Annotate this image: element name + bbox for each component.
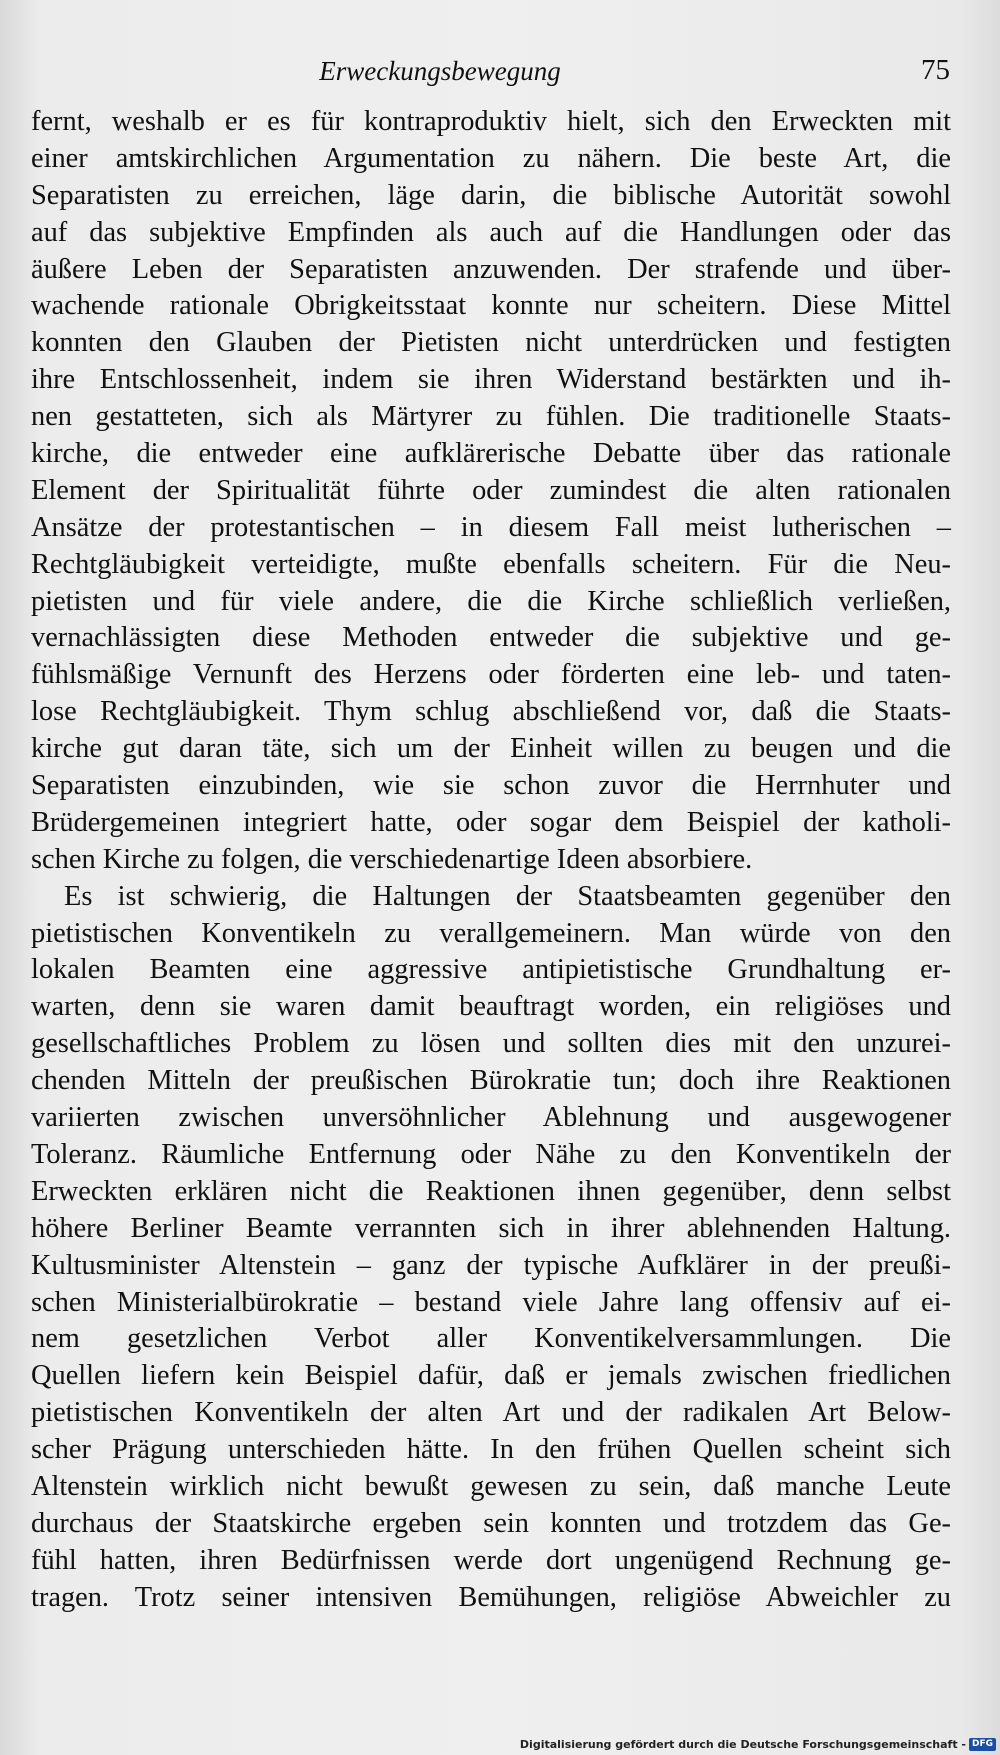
text-line: schen Ministerialbürokratie – bestand viele Jahre lang offensiv auf ei- [31, 1286, 951, 1318]
text-line: durchaus der Staatskirche ergeben sein konnten und trotzdem das Ge- [31, 1507, 951, 1539]
text-line: Quellen liefern kein Beispiel dafür, daß er jemals zwischen friedlichen [31, 1360, 951, 1392]
text-line: chenden Mitteln der preußischen Bürokratie tun; doch ihre Reaktionen [31, 1065, 951, 1097]
text-line: schen Kirche zu folgen, die verschiedenartige Ideen absorbiere. [31, 843, 753, 875]
text-line: nem gesetzlichen Verbot aller Konventikelversammlungen. Die [31, 1323, 951, 1355]
text-line: gesellschaftliches Problem zu lösen und sollten dies mit den unzurei- [31, 1028, 951, 1060]
text-line: Toleranz. Räumliche Entfernung oder Nähe zu den Konventikeln der [31, 1138, 951, 1170]
text-line: Brüdergemeinen integriert hatte, oder sogar dem Beispiel der katholi- [31, 806, 951, 838]
text-line: pietistischen Konventikeln der alten Art und der radikalen Art Below- [31, 1397, 951, 1429]
text-line: pietisten und für viele andere, die die Kirche schließlich verließen, [31, 585, 951, 617]
text-line: höhere Berliner Beamte verrannten sich in ihrer ablehnenden Haltung. [31, 1212, 951, 1244]
text-line: auf das subjektive Empfinden als auch auf die Handlungen oder das [31, 216, 951, 248]
footer-credit: Digitalisierung gefördert durch die Deutsche Forschungsgemeinschaft - [519, 1738, 966, 1751]
text-line: nen gestatteten, sich als Märtyrer zu fühlen. Die traditionelle Staats- [31, 401, 951, 433]
text-line: äußere Leben der Separatisten anzuwenden. Der strafende und über- [31, 253, 951, 285]
running-title: Erweckungsbewegung [319, 56, 561, 86]
text-line: Separatisten zu erreichen, läge darin, die biblische Autorität sowohl [31, 179, 951, 211]
text-line: Erweckten erklären nicht die Reaktionen ihnen gegenüber, denn selbst [31, 1175, 951, 1207]
text-line: pietistischen Konventikeln zu verallgemeinern. Man würde von den [31, 917, 951, 949]
paragraph [31, 104, 951, 879]
text-line: Separatisten einzubinden, wie sie schon zuvor die Herrnhuter und [31, 770, 951, 802]
text-line: wachende rationale Obrigkeitsstaat konnte nur scheitern. Diese Mittel [31, 290, 951, 322]
text-line: scher Prägung unterschieden hätte. In den frühen Quellen scheint sich [31, 1434, 951, 1466]
text-line: kirche, die entweder eine aufklärerische Debatte über das rationale [31, 438, 951, 470]
text-line: ihre Entschlossenheit, indem sie ihren Widerstand bestärkten und ih- [31, 364, 951, 396]
text-line: Es ist schwierig, die Haltungen der Staatsbeamten gegenüber den [64, 880, 951, 912]
text-line: vernachlässigten diese Methoden entweder die subjektive und ge- [31, 622, 951, 654]
text-line: Kultusminister Altenstein – ganz der typische Aufklärer in der preußi- [31, 1249, 951, 1281]
body-text [31, 104, 951, 1617]
running-head [30, 52, 950, 92]
text-line: Element der Spiritualität führte oder zumindest die alten rationalen [31, 474, 951, 506]
dfg-logo-icon: DFG [969, 1738, 996, 1751]
text-line: fühl hatten, ihren Bedürfnissen werde dort ungenügend Rechnung ge- [31, 1544, 951, 1576]
text-line: lose Rechtgläubigkeit. Thym schlug abschließend vor, daß die Staats- [31, 696, 951, 728]
text-line: einer amtskirchlichen Argumentation zu nähern. Die beste Art, die [31, 142, 951, 174]
text-line: tragen. Trotz seiner intensiven Bemühungen, religiöse Abweichler zu [31, 1581, 951, 1613]
text-line: Rechtgläubigkeit verteidigte, mußte ebenfalls scheitern. Für die Neu- [31, 548, 951, 580]
text-line: Ansätze der protestantischen – in diesem Fall meist lutherischen – [31, 511, 951, 543]
text-line: fernt, weshalb er es für kontraproduktiv hielt, sich den Erweckten mit [31, 106, 951, 137]
digitization-footer [520, 1738, 996, 1751]
text-line: kirche gut daran täte, sich um der Einheit willen zu beugen und die [31, 733, 951, 765]
paragraph [31, 879, 951, 1617]
text-line: konnten den Glauben der Pietisten nicht unterdrücken und festigten [31, 327, 951, 359]
text-line: warten, denn sie waren damit beauftragt worden, ein religiöses und [31, 991, 951, 1023]
text-line: lokalen Beamten eine aggressive antipietistische Grundhaltung er- [31, 954, 951, 986]
text-line: fühlsmäßige Vernunft des Herzens oder förderten eine leb- und taten- [31, 659, 951, 691]
page-number: 75 [921, 54, 950, 86]
text-line: variierten zwischen unversöhnlicher Ablehnung und ausgewogener [31, 1102, 951, 1134]
text-line: Altenstein wirklich nicht bewußt gewesen zu sein, daß manche Leute [31, 1470, 951, 1502]
